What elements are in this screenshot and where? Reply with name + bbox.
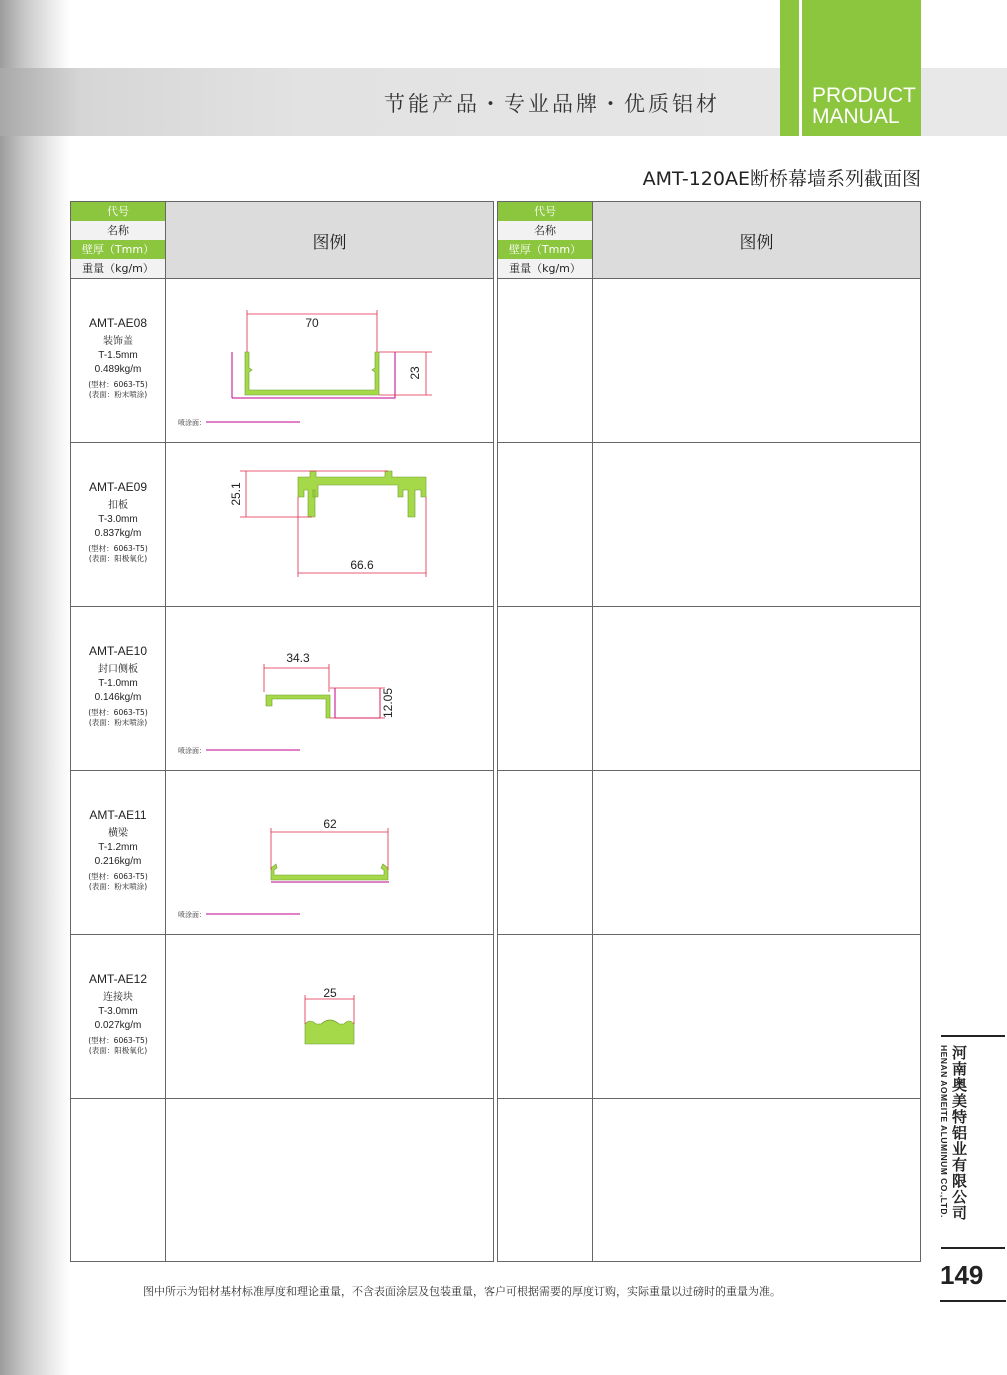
profile-shape bbox=[245, 352, 379, 395]
company-name-en: HENAN AOMEITE ALUMINUM CO.,LTD. bbox=[939, 1045, 949, 1218]
item-surface: (表面：阳极氧化) bbox=[88, 1046, 148, 1055]
item-code: AMT-AE09 bbox=[88, 480, 148, 494]
header-code: 代号 bbox=[71, 202, 165, 221]
row-divider bbox=[498, 442, 920, 443]
item-weight: 0.837kg/m bbox=[94, 528, 142, 539]
profile-drawing-ae08 bbox=[170, 290, 490, 410]
dim-label-height: 23 bbox=[408, 366, 422, 380]
item-name: 扣板 bbox=[108, 500, 128, 511]
manual-label: MANUAL bbox=[812, 105, 900, 128]
company-rule-bottom bbox=[941, 1247, 1005, 1249]
item-info-ae08 bbox=[71, 316, 165, 400]
company-name-cn: 河南奥美特铝业有限公司 bbox=[950, 1045, 968, 1221]
profile-drawing-ae10 bbox=[170, 640, 490, 740]
dim-label-width: 62 bbox=[323, 817, 337, 831]
footnote: 图中所示为铝材基材标准厚度和理论重量，不含表面涂层及包装重量，客户可根据需要的厚度订购，实际重量以过磅时的重量为准。 bbox=[143, 1285, 781, 1298]
item-name: 封口侧板 bbox=[98, 664, 138, 675]
header-weight: 重量（kg/m） bbox=[498, 259, 592, 278]
item-name: 连接块 bbox=[103, 992, 133, 1003]
row-divider bbox=[498, 934, 920, 935]
section-title: AMT-120AE断桥幕墙系列截面图 bbox=[642, 168, 921, 190]
item-surface: (表面：粉末喷涂) bbox=[88, 718, 148, 727]
item-material: (型材：6063-T5) bbox=[88, 1036, 148, 1045]
item-thickness: T-1.5mm bbox=[98, 350, 138, 361]
header-legend: 图例 bbox=[592, 202, 920, 278]
row-divider bbox=[71, 1098, 493, 1099]
item-info-ae09 bbox=[71, 480, 165, 564]
profile-drawing-ae12 bbox=[170, 980, 490, 1060]
item-name: 横梁 bbox=[108, 828, 128, 839]
item-material: (型材：6063-T5) bbox=[88, 872, 148, 881]
dim-label-width: 25 bbox=[323, 986, 337, 1000]
spray-legend-line bbox=[206, 913, 302, 917]
profile-shape bbox=[298, 471, 426, 517]
item-name: 装饰盖 bbox=[103, 336, 133, 347]
header-weight: 重量（kg/m） bbox=[71, 259, 165, 278]
product-manual-tab bbox=[780, 0, 921, 136]
dim-label-height: 25.1 bbox=[229, 482, 243, 506]
header-divider bbox=[71, 278, 493, 279]
row-divider bbox=[71, 770, 493, 771]
company-name bbox=[935, 1045, 995, 1245]
item-weight: 0.216kg/m bbox=[94, 856, 142, 867]
row-divider bbox=[498, 1098, 920, 1099]
item-surface: (表面：阳极氧化) bbox=[88, 554, 148, 563]
item-surface: (表面：粉末喷涂) bbox=[88, 390, 148, 399]
company-rule-top bbox=[941, 1035, 1005, 1037]
slogan: 节能产品・专业品牌・优质铝材 bbox=[384, 92, 720, 116]
header-legend: 图例 bbox=[165, 202, 493, 278]
item-thickness: T-3.0mm bbox=[98, 514, 138, 525]
item-code: AMT-AE12 bbox=[88, 972, 148, 986]
profile-shape bbox=[266, 695, 330, 718]
item-info-ae12 bbox=[71, 972, 165, 1056]
item-material: (型材：6063-T5) bbox=[88, 708, 148, 717]
header-name: 名称 bbox=[498, 221, 592, 240]
spray-label: 喷涂面： bbox=[178, 419, 206, 427]
spray-legend-line bbox=[206, 421, 302, 425]
item-info-ae11 bbox=[71, 808, 165, 892]
spray-legend-line bbox=[206, 749, 302, 753]
item-weight: 0.027kg/m bbox=[94, 1020, 142, 1031]
profile-shape bbox=[305, 1020, 354, 1044]
row-divider bbox=[71, 442, 493, 443]
row-divider bbox=[498, 606, 920, 607]
item-thickness: T-1.0mm bbox=[98, 678, 138, 689]
item-code: AMT-AE11 bbox=[89, 808, 147, 822]
spray-outline bbox=[335, 688, 380, 718]
item-weight: 0.146kg/m bbox=[94, 692, 142, 703]
row-divider bbox=[498, 770, 920, 771]
spray-label: 喷涂面： bbox=[178, 911, 206, 919]
dim-label-height: 12.05 bbox=[381, 687, 395, 719]
header-thickness: 壁厚（Tmm） bbox=[498, 240, 592, 259]
item-code: AMT-AE08 bbox=[88, 316, 148, 330]
item-surface: (表面：粉末喷涂) bbox=[88, 882, 148, 891]
row-divider bbox=[71, 934, 493, 935]
item-material: (型材：6063-T5) bbox=[88, 544, 148, 553]
item-material: (型材：6063-T5) bbox=[88, 380, 148, 389]
item-info-ae10 bbox=[71, 644, 165, 728]
header-divider bbox=[498, 278, 920, 279]
header-code: 代号 bbox=[498, 202, 592, 221]
page-number-rule bbox=[940, 1300, 1006, 1302]
binding-shadow bbox=[0, 0, 70, 1375]
product-label: PRODUCT bbox=[812, 84, 916, 107]
row-divider bbox=[71, 606, 493, 607]
header-thickness: 壁厚（Tmm） bbox=[71, 240, 165, 259]
page-number: 149 bbox=[940, 1260, 984, 1290]
header-name: 名称 bbox=[71, 221, 165, 240]
item-weight: 0.489kg/m bbox=[94, 364, 142, 375]
spray-label: 喷涂面： bbox=[178, 747, 206, 755]
profile-shape bbox=[271, 864, 388, 880]
item-thickness: T-3.0mm bbox=[98, 1006, 138, 1017]
dim-label-width: 70 bbox=[305, 316, 319, 330]
profile-drawing-ae09 bbox=[170, 455, 490, 595]
dim-label-width: 34.3 bbox=[286, 651, 310, 665]
item-code: AMT-AE10 bbox=[88, 644, 148, 658]
item-thickness: T-1.2mm bbox=[98, 842, 138, 853]
dim-label-width: 66.6 bbox=[350, 558, 374, 572]
tab-divider bbox=[799, 0, 802, 136]
right-table bbox=[497, 201, 921, 1262]
profile-drawing-ae11 bbox=[170, 810, 490, 900]
